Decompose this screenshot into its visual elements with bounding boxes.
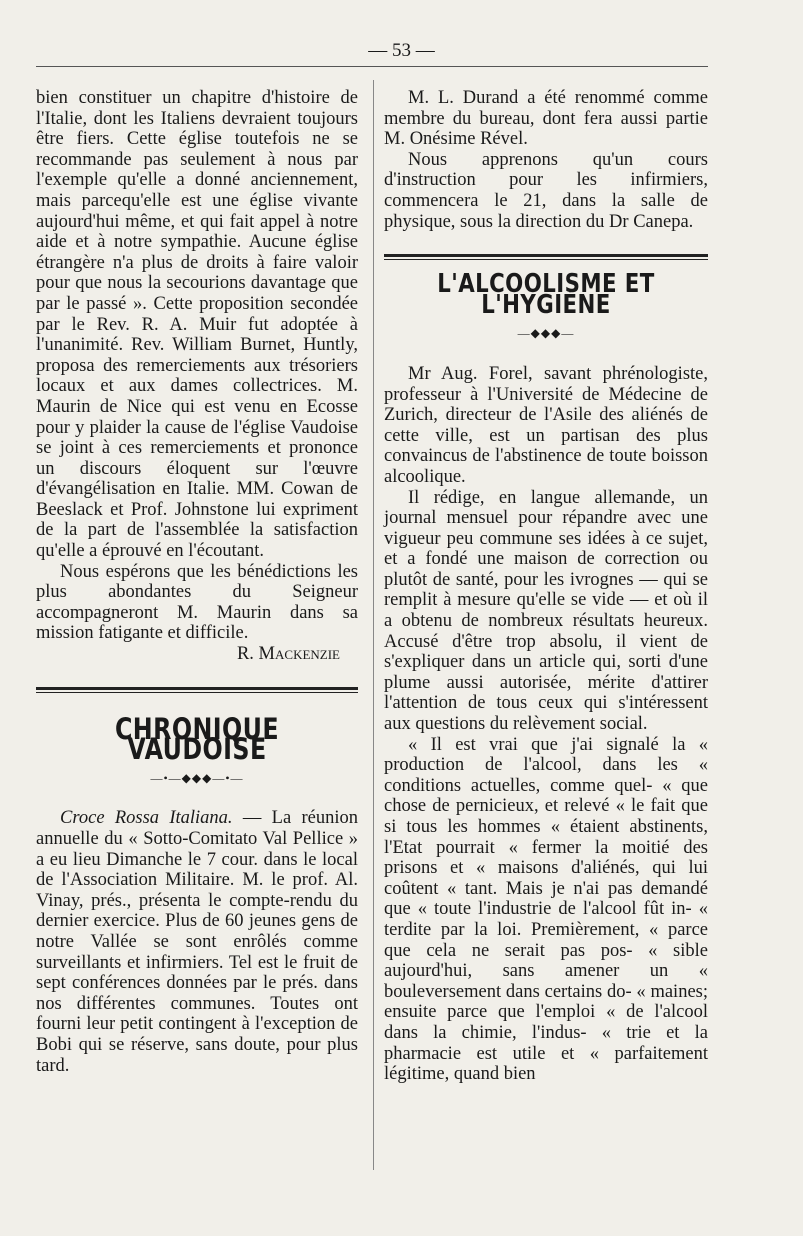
left-paragraph-1: bien constituer un chapitre d'histoire de l'Italie, dont les Italiens devraient toujours être fiers. Cette église toutefois ne se recommande pas seulement à nous par l'exemple qu'elle a donné anciennement, mais parcequ'elle est une église vivante aujourd'hui même, et qui fait appel à notre aide et à notre sympathie. Aucune église étrangère n'a plus de droits à faire valoir pour que nous la secourions davantage que par le passé ». Cette proposition secondée par le Rev. R. A. Muir fut adoptée à l'unanimité. Rev. William Burnet, Huntly, proposa des remerciements aux trésoriers locaux et aux dames collectrices. M. Maurin de Nice qui est venu en Ecosse pour y plaider la cause de l'église Vaudoise se joint à ces remerciements et prononce un discours éloquent sur l'œuvre d'évangélisation en Italie. MM. Cowan de Beeslack et Prof. Johnstone lui expriment de la part de l'assemblée la satisfaction qu'elle a éprouvé en l'écoutant. — [36, 88, 358, 562]
left-paragraph-3 — [36, 808, 358, 1076]
right-paragraph-5: « Il est vrai que j'ai signalé la « production de l'alcool, dans les « conditions actuelles, comme quel- « que chose de pernicieux, et relevé « le fait que si tous les hommes « étaient abstinents, l'Etat pourrait « fermer la moitié des prisons et « maisons d'aliénés, qui lui coûtent « tant. Mais je n'ai pas demandé que « toute l'industrie de l'alcool fût in- « terdite par la loi. Premièrement, « parce que cela ne serait pas pos- « sible aujourd'hui, sans amener un « bouleversement dans certains do- « maines; ensuite parce que l'emploi « de l'alcool dans la chimie, l'indus- « trie et la pharmacie est utile et « parfaitement légitime, quand bien — [384, 734, 708, 1085]
left-column — [36, 88, 358, 1076]
section-rule — [36, 687, 358, 693]
right-paragraph-3: Mr Aug. Forel, savant phrénologiste, professeur à l'Université de Médecine de Zurich, directeur de l'Asile des aliénés de cette ville, est un partisan des plus convaincus de l'abstinence de toute boisson alcoolique. — [384, 363, 708, 487]
right-paragraph-2: Nous apprenons qu'un cours d'instruction pour les infirmiers, commencera le 21, dans la salle de physique, sous la direction du Dr Canepa. — [384, 149, 708, 232]
left-paragraph-2: Nous espérons que les bénédictions les plus abondantes du Seigneur accompagneront M. Maurin dans sa mission fatigante et difficile. — [36, 561, 358, 644]
article-body: — La réunion annuelle du « Sotto-Comitato Val Pellice » a eu lieu Dimanche le 7 cour. dans le local de l'Association Militaire. M. le prof. Al. Vinay, prés., présenta le compte-rendu du dernier exercice. Plus de 60 jeunes gens de notre Vallée se sont enrôlés comme surveillants et infirmiers. Tel est le fruit de sept conférences données par le prés. dans nos différentes communes. Toutes ont fourni leur petit contingent à l'exception de Bobi qui se réserve, sans doute, pour plus tard. — [36, 808, 358, 1076]
ornament-divider-right: —◆◆◆— — [517, 326, 575, 341]
section-title-alcoolisme: L'ALCOOLISME ET L'HYGIÈNE — [437, 269, 655, 320]
column-divider — [373, 80, 374, 1170]
signature: R. Mackenzie — [236, 644, 340, 665]
section-title-chronique: CHRONIQUE VAUDOISE — [114, 711, 280, 767]
header-rule — [36, 66, 708, 67]
right-paragraph-1: M. L. Durand a été renommé comme membre du bureau, dont fera aussi partie M. Onésime Rével. — [384, 88, 708, 150]
right-paragraph-4: Il rédige, en langue allemande, un journal mensuel pour répandre avec une vigueur peu commune ses idées à ce sujet, et a fondé une maison de correction ou plutôt de santé, pour les ivrognes — qui se remplit à mesure qu'elle se vide — et où il a obtenu de nombreux résultats heureux. Accusé d'être trop absolu, il vient de s'expliquer dans un article qui, sorti d'une plume aussi autorisée, mérite d'attirer l'attention de tous ceux qui s'intéressent aux questions du relèvement social. — [384, 487, 708, 735]
article-heading: Croce Rossa Italiana. — [60, 808, 233, 829]
ornament-divider: —•—◆◆◆—•— — [150, 770, 244, 785]
page-number: — 53 — — [368, 40, 435, 61]
right-column — [384, 88, 708, 1085]
section-rule-right — [384, 254, 708, 260]
